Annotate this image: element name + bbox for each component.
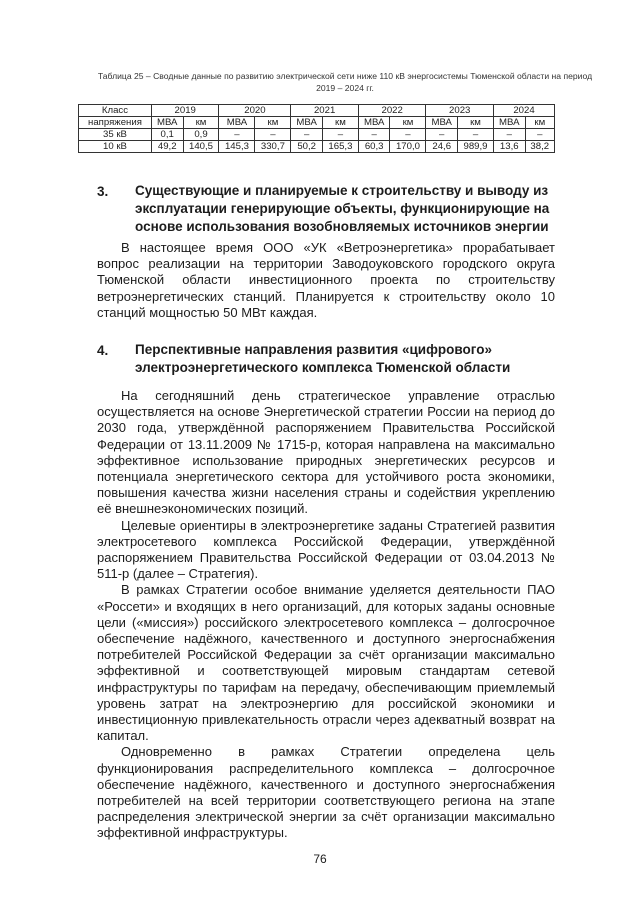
year-header: 2024 <box>493 105 554 117</box>
table-header-row-units <box>79 117 555 129</box>
table-cell: – <box>219 129 255 141</box>
class-header: Класс <box>79 105 152 117</box>
unit-header: км <box>183 117 219 129</box>
unit-header: МВА <box>219 117 255 129</box>
section-3-body <box>97 240 555 321</box>
unit-header: МВА <box>493 117 525 129</box>
table-cell: 330,7 <box>255 141 291 153</box>
table-cell: 0,1 <box>151 129 183 141</box>
unit-header: МВА <box>151 117 183 129</box>
table-cell: 24,6 <box>426 141 458 153</box>
unit-header: МВА <box>426 117 458 129</box>
table-cell: 38,2 <box>525 141 554 153</box>
section-4-title: Перспективные направления развития «цифрового» электроэнергетического комплекса Тюменской области <box>135 342 511 375</box>
unit-header: МВА <box>358 117 390 129</box>
paragraph: Одновременно в рамках Стратегии определена цель функционирования распределительного комплекса – долгосрочное обеспечение надёжного, качественного и доступного энергоснабжения потребителей на всей территории соответствующего региона на этапе распределения электрической энергии за счёт организации максимально эффективной инфраструктуры. <box>97 744 555 841</box>
unit-header: км <box>458 117 494 129</box>
section-3-number: 3. <box>97 184 109 199</box>
section-3-title: Существующие и планируемые к строительству и выводу из эксплуатации генерирующие объекты, функционирующие на основе использования возобновляемых источников энергии <box>135 183 550 234</box>
table-cell: – <box>291 129 323 141</box>
unit-header: км <box>255 117 291 129</box>
year-header: 2019 <box>151 105 219 117</box>
table-cell: 49,2 <box>151 141 183 153</box>
table-cell: – <box>525 129 554 141</box>
table-row <box>79 129 555 141</box>
table-cell: – <box>458 129 494 141</box>
table-cell: – <box>358 129 390 141</box>
table-cell: 140,5 <box>183 141 219 153</box>
paragraph: В рамках Стратегии особое внимание уделяется деятельности ПАО «Россети» и входящих в него организаций, для которых заданы основные цели («миссия») российского электросетевого комплекса – долгосрочное обеспечение надёжного, качественного и доступного энергоснабжения потребителей Российской Федерации за счёт организации максимально эффективной и соответствующей мировым стандартам сетевой инфраструктуры по тарифам на передачу, обеспечивающим приемлемый уровень затрат на электроэнергию для российской экономики и инвестиционную привлекательность отрасли через адекватный возврат на капитал. <box>97 582 555 744</box>
table-header-row-years <box>79 105 555 117</box>
table-cell: 50,2 <box>291 141 323 153</box>
year-header: 2023 <box>426 105 494 117</box>
voltage-header: напряжения <box>79 117 152 129</box>
grid-development-table <box>78 104 555 153</box>
table-row <box>79 141 555 153</box>
section-4-number: 4. <box>97 343 109 358</box>
paragraph: В настоящее время ООО «УК «Ветроэнергетика» прорабатывает вопрос реализации на территории Заводоуковского городского округа Тюменской области инвестиционного проекта по строительству ветроэнергетических станций. Планируется к строительству около 10 станций мощностью 50 МВт каждая. <box>97 240 555 320</box>
table-cell: 165,3 <box>322 141 358 153</box>
page-number: 76 <box>313 852 327 866</box>
table-cell: 13,6 <box>493 141 525 153</box>
table-cell: – <box>322 129 358 141</box>
paragraph: Целевые ориентиры в электроэнергетике заданы Стратегией развития электросетевого комплекса Российской Федерации, утверждённой распоряжением Правительства Российской Федерации от 03.04.2013 № 511-р (далее – Стратегия). <box>97 517 555 582</box>
row-label: 35 кВ <box>79 129 152 141</box>
year-header: 2020 <box>219 105 291 117</box>
table-cell: – <box>255 129 291 141</box>
unit-header: км <box>390 117 426 129</box>
table-cell: – <box>493 129 525 141</box>
section-4-body <box>97 388 555 842</box>
paragraph: На сегодняшний день стратегическое управление отраслью осуществляется на основе Энергетической стратегии России на период до 2030 года, утверждённой распоряжением Правительства Российской Федерации от 13.11.2009 № 1715-р, которая направлена на максимально эффективное использование природных энергетических ресурсов и потенциала энергетического сектора для устойчивого роста экономики, повышения качества жизни населения страны и содействия укреплению её внешнеэкономических позиций. <box>97 388 555 517</box>
row-label: 10 кВ <box>79 141 152 153</box>
table-cell: 60,3 <box>358 141 390 153</box>
unit-header: МВА <box>291 117 323 129</box>
table-cell: 989,9 <box>458 141 494 153</box>
year-header: 2022 <box>358 105 426 117</box>
table-caption: Таблица 25 – Сводные данные по развитию электрической сети ниже 110 кВ энергосистемы Тюменской области на период 2019 – 2024 гг. <box>97 71 593 93</box>
year-header: 2021 <box>291 105 359 117</box>
unit-header: км <box>322 117 358 129</box>
table-cell: – <box>390 129 426 141</box>
unit-header: км <box>525 117 554 129</box>
table-cell: 170,0 <box>390 141 426 153</box>
table-cell: 0,9 <box>183 129 219 141</box>
table-cell: 145,3 <box>219 141 255 153</box>
table-cell: – <box>426 129 458 141</box>
